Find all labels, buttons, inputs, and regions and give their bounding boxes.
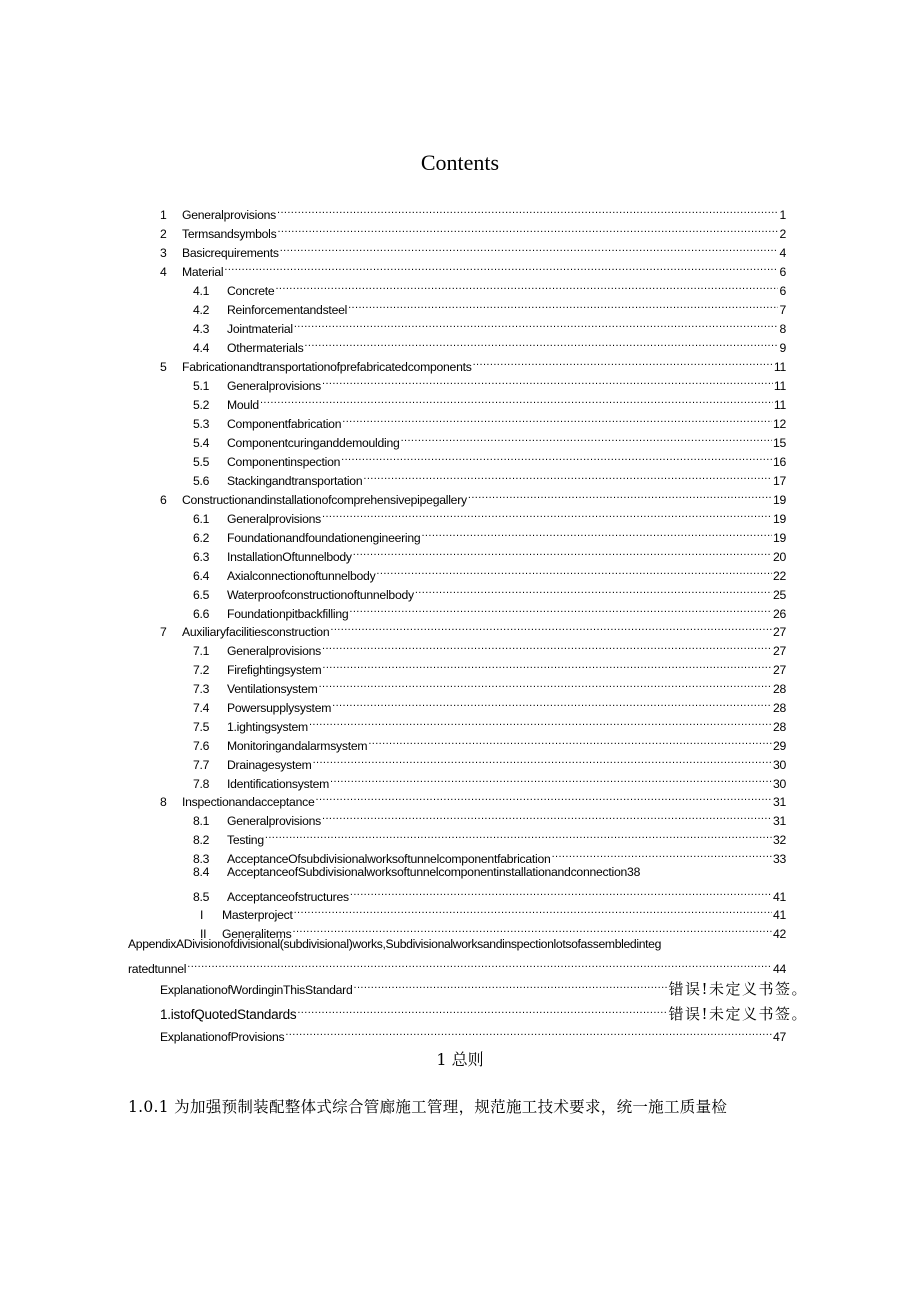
toc-bookmark-error: 错误!未定义书签。 <box>668 1005 808 1023</box>
chapter-heading: 1 总则 <box>436 1050 484 1069</box>
toc-page-number: 4 <box>779 246 786 260</box>
toc-entry-label: Acceptanceofstructures <box>227 890 349 904</box>
toc-entry[interactable] <box>160 352 786 374</box>
toc-entry[interactable] <box>193 447 786 469</box>
toc-dot-leader <box>363 466 772 485</box>
toc-entry-number: II <box>200 927 207 941</box>
toc-page-number: 31 <box>772 814 786 828</box>
toc-entry-number: 4 <box>160 265 167 279</box>
toc-entry[interactable] <box>193 542 786 564</box>
toc-entry[interactable] <box>160 200 786 222</box>
toc-page-number: 25 <box>772 588 786 602</box>
toc-entry-number: 7.5 <box>193 720 210 734</box>
toc-dot-leader <box>294 900 772 919</box>
toc-entry-number: 7.8 <box>193 777 210 791</box>
toc-entry[interactable] <box>193 580 786 602</box>
contents-title: Contents <box>420 150 500 175</box>
toc-dot-leader <box>401 428 772 447</box>
toc-entry-label: AcceptanceofSubdivisionalworksoftunnelcomponentinstallationandconnection38 <box>227 865 641 879</box>
toc-entry[interactable] <box>193 844 786 866</box>
toc-page-number: 20 <box>772 550 786 564</box>
toc-page-number: 2 <box>779 227 786 241</box>
toc-entry-number: 5.4 <box>193 436 210 450</box>
toc-dot-leader <box>309 712 772 731</box>
toc-dot-leader <box>350 882 772 901</box>
toc-entry-label: Waterproofconstructionoftunnelbody <box>227 588 414 602</box>
toc-page-number: 32 <box>772 833 786 847</box>
toc-dot-leader <box>468 485 772 504</box>
toc-entry-number: 8.2 <box>193 833 210 847</box>
toc-entry-number: 7.2 <box>193 663 210 677</box>
toc-entry-number: 3 <box>160 246 167 260</box>
toc-dot-leader <box>260 390 773 409</box>
toc-dot-leader <box>275 276 778 295</box>
toc-entry-label: Othermaterials <box>227 341 304 355</box>
toc-page-number: 19 <box>772 493 786 507</box>
toc-entry-number: 7.6 <box>193 739 210 753</box>
toc-entry[interactable] <box>193 750 786 772</box>
toc-entry[interactable] <box>193 371 786 393</box>
toc-page-number: 19 <box>772 512 786 526</box>
toc-page-number: 11 <box>773 360 786 374</box>
toc-entry[interactable] <box>160 257 786 279</box>
toc-entry-number: 5.3 <box>193 417 210 431</box>
toc-back-matter-entry[interactable] <box>160 1022 786 1044</box>
toc-entry[interactable] <box>160 219 786 241</box>
toc-page-number: 7 <box>779 303 786 317</box>
toc-entry[interactable] <box>193 712 786 734</box>
toc-entry[interactable] <box>193 731 786 753</box>
toc-dot-leader <box>313 750 772 769</box>
toc-bookmark-error: 错误!未定义书签。 <box>668 980 808 998</box>
toc-page-number: 44 <box>772 962 786 976</box>
toc-dot-leader <box>552 844 772 863</box>
toc-entry[interactable] <box>193 504 786 526</box>
toc-entry-label: Identificationsystem <box>227 777 330 791</box>
toc-entry-label: Testing <box>227 833 264 847</box>
toc-dot-leader <box>473 352 773 371</box>
toc-dot-leader <box>354 975 668 994</box>
toc-entry[interactable] <box>193 428 786 450</box>
toc-entry-label: Jointmaterial <box>227 322 293 336</box>
toc-page-number: 11 <box>773 398 786 412</box>
toc-dot-leader <box>280 238 779 257</box>
toc-entry[interactable] <box>193 523 786 545</box>
toc-dot-leader <box>349 599 772 618</box>
toc-appendix-a-line2[interactable] <box>128 954 786 976</box>
toc-page-number: 30 <box>772 758 786 772</box>
toc-entry-number: 5.6 <box>193 474 210 488</box>
toc-page-number: 28 <box>772 701 786 715</box>
toc-entry-label: ExplanationofWordinginThisStandard <box>160 983 353 997</box>
toc-entry[interactable] <box>160 617 786 639</box>
toc-entry-label: Mould <box>227 398 259 412</box>
toc-page-number: 47 <box>772 1030 786 1044</box>
toc-dot-leader <box>322 655 772 674</box>
toc-page-number: 26 <box>772 607 786 621</box>
toc-entry[interactable] <box>160 238 786 260</box>
toc-back-matter-entry[interactable] <box>160 975 808 998</box>
toc-page-number: 31 <box>772 795 786 809</box>
toc-entry-number: 8.4 <box>193 865 210 879</box>
toc-entry-number: 7.1 <box>193 644 210 658</box>
toc-entry-label: Generalitems <box>222 927 292 941</box>
toc-entry-number: 6.6 <box>193 607 210 621</box>
toc-entry-number: 7.3 <box>193 682 210 696</box>
toc-entry-number: 4.4 <box>193 341 210 355</box>
toc-dot-leader <box>277 200 778 219</box>
toc-dot-leader <box>342 409 772 428</box>
toc-entry-label: Basicrequirements <box>182 246 279 260</box>
toc-dot-leader <box>304 333 778 352</box>
toc-page-number: 11 <box>773 379 786 393</box>
toc-entry-number: 6.5 <box>193 588 210 602</box>
toc-page-number: 29 <box>772 739 786 753</box>
toc-entry[interactable] <box>193 806 786 828</box>
toc-entry-label: 1.istofQuotedStandards <box>160 1007 297 1022</box>
toc-dot-leader <box>330 769 772 788</box>
toc-page-number: 22 <box>772 569 786 583</box>
toc-dot-leader <box>322 504 772 523</box>
toc-entry[interactable] <box>193 466 786 488</box>
body-paragraph: 1.0.1 为加强预制装配整体式综合管廊施工管理，规范施工技术要求，统一施工质量检 <box>128 1098 728 1116</box>
toc-page-number: 8 <box>779 322 786 336</box>
toc-dot-leader <box>348 295 778 314</box>
toc-entry-label: Masterproject <box>222 908 293 922</box>
toc-entry-label: Componentfabrication <box>227 417 342 431</box>
toc-entry-number: I <box>200 908 204 922</box>
toc-entry-number: 6 <box>160 493 167 507</box>
toc-appendix-a-line1[interactable]: AppendixADivisionofdivisional(subdivisional)works,Subdivisionalworksandinspectionlotsofassembledinteg <box>128 937 662 951</box>
toc-dot-leader <box>421 523 771 542</box>
toc-page-number: 19 <box>772 531 786 545</box>
toc-entry[interactable] <box>193 769 786 791</box>
toc-dot-leader <box>315 787 771 806</box>
toc-dot-leader <box>292 919 771 938</box>
toc-page-number: 30 <box>772 777 786 791</box>
toc-dot-leader <box>265 825 772 844</box>
toc-entry-number: 4.2 <box>193 303 210 317</box>
toc-page-number: 16 <box>772 455 786 469</box>
toc-entry[interactable] <box>193 636 786 658</box>
toc-dot-leader <box>322 636 772 655</box>
toc-page-number: 17 <box>772 474 786 488</box>
toc-entry[interactable] <box>193 333 786 355</box>
toc-entry-label: Constructionandinstallationofcomprehensivepipegallery <box>182 493 467 507</box>
toc-page-number: 28 <box>772 720 786 734</box>
toc-page-number: 6 <box>779 265 786 279</box>
toc-entry-label: Foundationandfoundationengineering <box>227 531 421 545</box>
toc-entry-label: Material <box>182 265 224 279</box>
toc-entry-number: 2 <box>160 227 167 241</box>
toc-entry-label: Inspectionandacceptance <box>182 795 315 809</box>
toc-entry[interactable] <box>200 919 786 941</box>
toc-dot-leader <box>353 542 772 561</box>
toc-dot-leader <box>415 580 772 599</box>
toc-entry-label: Componentcuringanddemoulding <box>227 436 400 450</box>
toc-page-number: 27 <box>772 663 786 677</box>
toc-dot-leader <box>322 371 773 390</box>
toc-dot-leader <box>332 693 772 712</box>
toc-page-number: 41 <box>772 908 786 922</box>
toc-entry-label: Componentinspection <box>227 455 341 469</box>
toc-entry-number: 7.7 <box>193 758 210 772</box>
toc-dot-leader <box>277 219 778 238</box>
toc-page-number: 9 <box>779 341 786 355</box>
toc-entry[interactable] <box>193 599 786 621</box>
toc-entry-number: 8 <box>160 795 167 809</box>
toc-page-number: 27 <box>772 625 786 639</box>
toc-page-number: 12 <box>772 417 786 431</box>
toc-entry-number: 8.1 <box>193 814 210 828</box>
toc-entry-number: 7 <box>160 625 167 639</box>
toc-entry-label: Firefightingsystem <box>227 663 322 677</box>
toc-entry-label: Reinforcementandsteel <box>227 303 348 317</box>
toc-entry[interactable] <box>193 561 786 583</box>
toc-page-number: 41 <box>772 890 786 904</box>
toc-entry-label: Stackingandtransportation <box>227 474 363 488</box>
toc-dot-leader <box>368 731 772 750</box>
toc-entry-number: 8.5 <box>193 890 210 904</box>
toc-dot-leader <box>285 1022 772 1041</box>
toc-page-number: 6 <box>779 284 786 298</box>
toc-entry[interactable] <box>193 276 786 298</box>
toc-entry[interactable] <box>193 674 786 696</box>
toc-entry[interactable] <box>193 693 786 715</box>
toc-back-matter-entry[interactable] <box>160 1000 808 1023</box>
toc-entry[interactable] <box>160 485 786 507</box>
toc-entry[interactable] <box>193 882 786 904</box>
toc-entry-label: Fabricationandtransportationofprefabricatedcomponents <box>182 360 472 374</box>
toc-entry-number: 1 <box>160 208 167 222</box>
toc-entry-label: AcceptanceOfsubdivisionalworksoftunnelcomponentfabrication <box>227 852 551 866</box>
toc-entry-number: 8.3 <box>193 852 210 866</box>
toc-entry-label: Axialconnectionoftunnelbody <box>227 569 376 583</box>
toc-dot-leader <box>294 314 779 333</box>
toc-entry-number: 5 <box>160 360 167 374</box>
toc-entry-number: 6.2 <box>193 531 210 545</box>
toc-page-number: 33 <box>772 852 786 866</box>
toc-entry[interactable] <box>193 409 786 431</box>
toc-entry-number: 5.2 <box>193 398 210 412</box>
toc-entry-label: 1.ightingsystem <box>227 720 308 734</box>
toc-page-number: 1 <box>779 208 786 222</box>
toc-entry-number: 7.4 <box>193 701 210 715</box>
toc-entry-label: ratedtunnel <box>128 962 187 976</box>
toc-page-number: 15 <box>772 436 786 450</box>
toc-entry[interactable] <box>160 787 786 809</box>
toc-page-number: 28 <box>772 682 786 696</box>
toc-entry[interactable] <box>193 655 786 677</box>
toc-entry-label: Auxiliaryfacilitiesconstruction <box>182 625 330 639</box>
toc-entry[interactable] <box>193 390 786 412</box>
toc-entry-number: 4.1 <box>193 284 210 298</box>
toc-dot-leader <box>319 674 772 693</box>
toc-entry[interactable] <box>193 314 786 336</box>
toc-entry-number: 4.3 <box>193 322 210 336</box>
toc-entry-label: InstallationOftunnelbody <box>227 550 352 564</box>
toc-dot-leader <box>330 617 772 636</box>
toc-entry-label: Concrete <box>227 284 275 298</box>
toc-entry[interactable] <box>193 863 786 882</box>
toc-dot-leader <box>341 447 772 466</box>
toc-entry-label: Generalprovisions <box>227 512 321 526</box>
toc-entry-label: ExplanationofProvisions <box>160 1030 285 1044</box>
toc-entry-label: Generalprovisions <box>227 814 321 828</box>
toc-dot-leader <box>376 561 772 580</box>
toc-entry-number: 5.5 <box>193 455 210 469</box>
toc-page-number: 27 <box>772 644 786 658</box>
toc-entry-number: 5.1 <box>193 379 210 393</box>
toc-entry-label: Foundationpitbackfilling <box>227 607 349 621</box>
toc-entry[interactable] <box>200 900 786 922</box>
toc-entry-number: 6.1 <box>193 512 210 526</box>
toc-dot-leader <box>187 954 772 973</box>
toc-entry-label: Monitoringandalarmsystem <box>227 739 368 753</box>
toc-entry-label: Generalprovisions <box>227 379 321 393</box>
toc-entry-label: Ventilationsystem <box>227 682 318 696</box>
toc-dot-leader <box>322 806 772 825</box>
toc-page-number: 42 <box>772 927 786 941</box>
toc-entry-label: Generalprovisions <box>227 644 321 658</box>
toc-dot-leader <box>297 1000 667 1019</box>
toc-entry-label: Termsandsymbols <box>182 227 277 241</box>
toc-entry-number: 6.3 <box>193 550 210 564</box>
toc-entry-label: Generalprovisions <box>182 208 276 222</box>
toc-dot-leader <box>224 257 778 276</box>
toc-entry[interactable] <box>193 825 786 847</box>
toc-entry-label: Powersupplysystem <box>227 701 332 715</box>
toc-entry-label: Drainagesystem <box>227 758 312 772</box>
toc-entry-number: 6.4 <box>193 569 210 583</box>
toc-entry[interactable] <box>193 295 786 317</box>
